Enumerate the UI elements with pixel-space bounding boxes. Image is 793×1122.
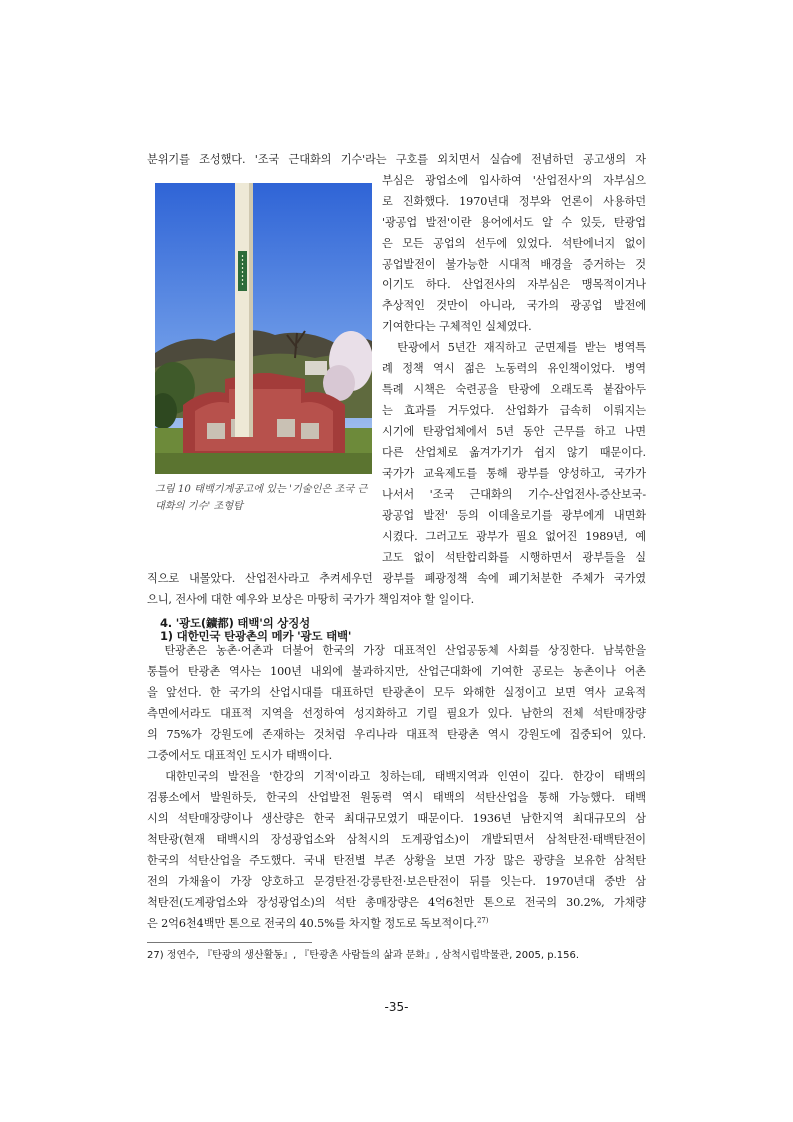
body-line: 추상적인 것만이 아니라, 국가의 광공업 발전에	[382, 299, 646, 312]
body-line: 시켰다. 그러고도 광부가 필요 없어진 1989년, 예	[382, 530, 646, 543]
footnote: 27) 정연수, 『탄광의 생산활동』, 『탄광촌 사람들의 삶과 문화』, 삼척시립박물관, 2005, p.156.	[147, 950, 580, 961]
body-line: 통틀어 탄광촌 역사는 100년 내외에 불과하지만, 산업근대화에 기여한 공로는 농촌이나 어촌	[147, 665, 646, 678]
body-line: 직으로 내몰았다. 산업전사라고 추켜세우던 광부를 폐광정책 속에 폐기처분한 주체가 국가였	[147, 572, 646, 585]
body-line: 은 모든 공업의 선두에 있었다. 석탄에너지 없이	[382, 237, 646, 250]
body-line: 고도 없이 석탄합리화를 시행하면서 광부들을 실	[382, 551, 646, 564]
body-line: 공업발전이 불가능한 시대적 배경을 증거하는 것	[382, 258, 646, 271]
body-line: 국가가 교육제도를 통해 광부를 양성하고, 국가가	[382, 467, 646, 480]
body-line: 시기에 탄광업체에서 5년 동안 근무를 하고 나면	[382, 425, 646, 438]
figure-caption: 그림 10 태백기계공고에 있는 '기술인은 조국 근대화의 기수' 조형탑	[155, 484, 368, 512]
body-line-text: 은 2억6천4백만 톤으로 전국의 40.5%를 차지할 정도로 독보적이다.	[147, 917, 478, 930]
body-line: 광공업 발전' 등의 이데올로기를 광부에게 내면화	[382, 509, 646, 522]
body-line: 검룡소에서 발원하듯, 한국의 산업발전 원동력 역시 태백의 석탄산업을 통해 가능했다. 태백	[147, 791, 646, 804]
body-line: 대한민국의 발전을 '한강의 기적'이라고 칭하는데, 태백지역과 인연이 깊다. 한강이 태백의	[147, 770, 646, 783]
body-line: 으니, 전사에 대한 예우와 보상은 마땅히 국가가 책임져야 할 일이다.	[147, 593, 475, 606]
body-line: 로 진화했다. 1970년대 정부와 언론이 사용하던	[382, 195, 646, 208]
body-line: 그중에서도 대표적인 도시가 태백이다.	[147, 749, 333, 762]
footnote-ref: 27)	[477, 916, 489, 925]
body-line: 척탄광(현재 태백시의 장성광업소와 삼척시의 도계광업소)이 개발되면서 삼척탄전·태백탄전이	[147, 833, 646, 846]
body-line: '광공업 발전'이란 용어에서도 알 수 있듯, 탄광업	[382, 216, 646, 229]
section-heading: 4. '광도(鑛都) 태백'의 상징성	[160, 616, 311, 630]
footnote-divider	[147, 942, 312, 943]
body-line: 탄광에서 5년간 재직하고 군면제를 받는 병역특	[382, 341, 646, 354]
body-line: 의 75%가 강원도에 존재하는 것처럼 우리나라 대표적 탄광촌 역시 강원도에 집중되어 있다.	[147, 728, 646, 741]
body-line: 전의 가채율이 가장 양호하고 문경탄전·강릉탄전·보은탄전이 뒤를 잇는다. 1970년대 중반 삼	[147, 875, 646, 888]
body-line: 측면에서라도 대표적 지역을 선정하여 성지화하고 기릴 필요가 있다. 남한의 전체 석탄매장량	[147, 707, 646, 720]
body-line	[147, 914, 488, 935]
body-line: 한국의 석탄산업을 주도했다. 국내 탄전별 부존 상황을 보면 가장 많은 광량을 보유한 삼척탄	[147, 854, 646, 867]
body-line: 시의 석탄매장량이나 생산량은 한국 최대규모였기 때문이다. 1936년 남한지역 최대규모의 삼	[147, 812, 646, 825]
body-line: 는 효과를 거두었다. 산업화가 급속히 이뤄지는	[382, 404, 646, 417]
body-line: 을 앞선다. 한 국가의 산업시대를 대표하던 탄광촌이 모두 와해한 실정이고 보면 역사 교육적	[147, 686, 646, 699]
body-line: 다른 산업체로 옮겨가기가 쉽지 않기 때문이다.	[382, 446, 646, 459]
body-line: 특례 시책은 숙련공을 탄광에 오래도록 붙잡아두	[382, 383, 646, 396]
body-line: 기여한다는 구체적인 실체였다.	[382, 320, 532, 333]
body-line: 분위기를 조성했다. '조국 근대화의 기수'라는 구호를 외치면서 실습에 전념하던 공고생의 자	[147, 153, 646, 166]
body-line: 례 정책 역시 젊은 노동력의 유인책이었다. 병역	[382, 362, 646, 375]
monument-photo	[155, 183, 372, 474]
body-line: 척탄전(도계광업소와 장성광업소)의 석탄 총매장량은 4억6천만 톤으로 전국의 30.2%, 가채량	[147, 896, 646, 909]
body-line: 나서서 '조국 근대화의 기수-산업전사-증산보국-	[382, 488, 646, 501]
monument-illustration	[155, 183, 372, 474]
body-line: 이기도 하다. 산업전사의 자부심은 맹목적이거나	[382, 278, 646, 291]
subsection-heading: 1) 대한민국 탄광촌의 메카 '광도 태백'	[160, 629, 352, 643]
page-number: -35-	[384, 1000, 409, 1014]
body-line: 부심은 광업소에 입사하여 '산업전사'의 자부심으	[382, 174, 646, 187]
body-line: 탄광촌은 농촌·어촌과 더불어 한국의 가장 대표적인 산업공동체 사회를 상징한다. 남북한을	[147, 644, 646, 657]
